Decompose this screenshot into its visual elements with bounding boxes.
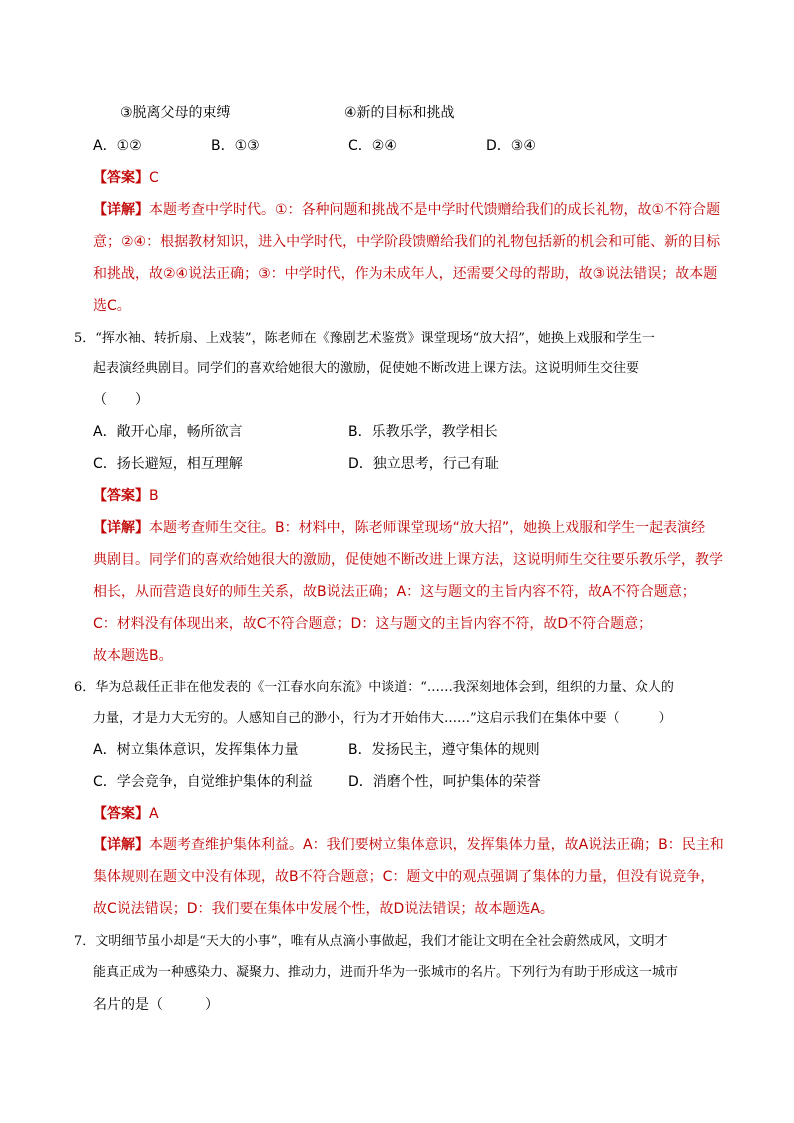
q4-detail-line-1 — [93, 201, 720, 219]
answer-value: B — [149, 488, 159, 504]
q4-choice-d: D．③④ — [486, 138, 536, 154]
q6-choice-b: B．发扬民主，遵守集体的规则 — [348, 742, 540, 758]
q4-detail-line-2: 意；②④：根据教材知识，进入中学时代，中学阶段馈赠给我们的礼物包括新的机会和可能、新的目标 — [93, 234, 721, 250]
q6-detail-line-1 — [93, 836, 724, 854]
q5-answer — [93, 487, 159, 505]
detail-tag: 【详解】 — [93, 202, 149, 218]
answer-tag: 【答案】 — [93, 806, 149, 822]
q5-stem-line-1: 5．“挥水袖、转折扇、上戏装”，陈老师在《豫剧艺术鉴赏》课堂现场“放大招”，她换上戏服和学生一 — [74, 331, 655, 346]
q6-answer — [93, 805, 159, 823]
detail-text: 本题考查维护集体利益。A：我们要树立集体意识，发挥集体力量，故A说法正确；B：民主和 — [149, 837, 724, 853]
q6-choice-c: C．学会竞争，自觉维护集体的利益 — [93, 774, 313, 790]
q5-detail-line-5: 故本题选B。 — [93, 648, 173, 664]
option-4-text: ④新的目标和挑战 — [344, 105, 455, 121]
q4-choice-a: A．①② — [93, 138, 142, 154]
detail-tag: 【详解】 — [93, 837, 149, 853]
q4-answer — [93, 169, 159, 187]
q6-choice-d: D．消磨个性，呵护集体的荣誉 — [348, 774, 541, 790]
q6-stem-line-1: 6．华为总裁任正非在他发表的《一江春水向东流》中谈道：“……我深刻地体会到，组织的力量、众人的 — [74, 680, 674, 695]
q6-detail-line-3: 故C说法错误；D：我们要在集体中发展个性，故D说法错误；故本题选A。 — [93, 901, 554, 917]
q5-detail-line-1 — [93, 519, 705, 537]
q5-stem-line-2: 起表演经典剧目。同学们的喜欢给她很大的激励，促使她不断改进上课方法。这说明师生交往要 — [93, 361, 640, 376]
answer-tag: 【答案】 — [93, 170, 149, 186]
q4-detail-line-3: 和挑战，故②④说法正确；③：中学时代，作为未成年人，还需要父母的帮助，故③说法错误；故本题 — [93, 266, 718, 282]
q4-choice-b: B．①③ — [211, 138, 260, 154]
q6-choice-a: A．树立集体意识，发挥集体力量 — [93, 742, 299, 758]
q7-stem-line-2: 能真正成为一种感染力、凝聚力、推动力，进而升华为一张城市的名片。下列行为有助于形成这一城市 — [93, 965, 679, 980]
q5-detail-line-2: 典剧目。同学们的喜欢给她很大的激励，促使她不断改进上课方法，这说明师生交往要乐教乐学，教学 — [93, 552, 723, 568]
q6-detail-line-2: 集体规则在题文中没有体现，故B不符合题意；C：题文中的观点强调了集体的力量，但没有说竞争， — [93, 869, 715, 885]
option-3-text: ③脱离父母的束缚 — [120, 105, 231, 121]
q7-stem-line-3: 名片的是（ ） — [93, 997, 219, 1013]
q5-choice-a: A．敞开心扉，畅所欲言 — [93, 424, 243, 440]
q5-stem-line-3: （ ） — [93, 392, 149, 408]
answer-value: C — [149, 170, 159, 186]
q7-stem-line-1: 7．文明细节虽小却是“天大的小事”，唯有从点滴小事做起，我们才能让文明在全社会蔚然成风，文明才 — [74, 934, 668, 949]
answer-value: A — [149, 806, 159, 822]
q5-choice-d: D．独立思考，行己有耻 — [348, 456, 499, 472]
q5-detail-line-4: C：材料没有体现出来，故C不符合题意；D：这与题文的主旨内容不符，故D不符合题意； — [93, 616, 653, 632]
detail-tag: 【详解】 — [93, 520, 149, 536]
q4-detail-line-4: 选C。 — [93, 298, 131, 314]
q5-choice-b: B．乐教乐学，教学相长 — [348, 424, 498, 440]
detail-text: 本题考查中学时代。①：各种问题和挑战不是中学时代馈赠给我们的成长礼物，故①不符合题 — [149, 202, 721, 218]
q5-detail-line-3: 相长，从而营造良好的师生关系，故B说法正确；A：这与题文的主旨内容不符，故A不符合题意； — [93, 584, 696, 600]
q5-choice-c: C．扬长避短，相互理解 — [93, 456, 243, 472]
q4-choice-c: C．②④ — [348, 138, 397, 154]
detail-text: 本题考查师生交往。B：材料中，陈老师课堂现场“放大招”，她换上戏服和学生一起表演经 — [149, 520, 706, 536]
q6-stem-line-2: 力量，才是力大无穷的。人感知自己的渺小，行为才开始伟大……”这启示我们在集体中要（ ） — [93, 711, 672, 726]
answer-tag: 【答案】 — [93, 488, 149, 504]
